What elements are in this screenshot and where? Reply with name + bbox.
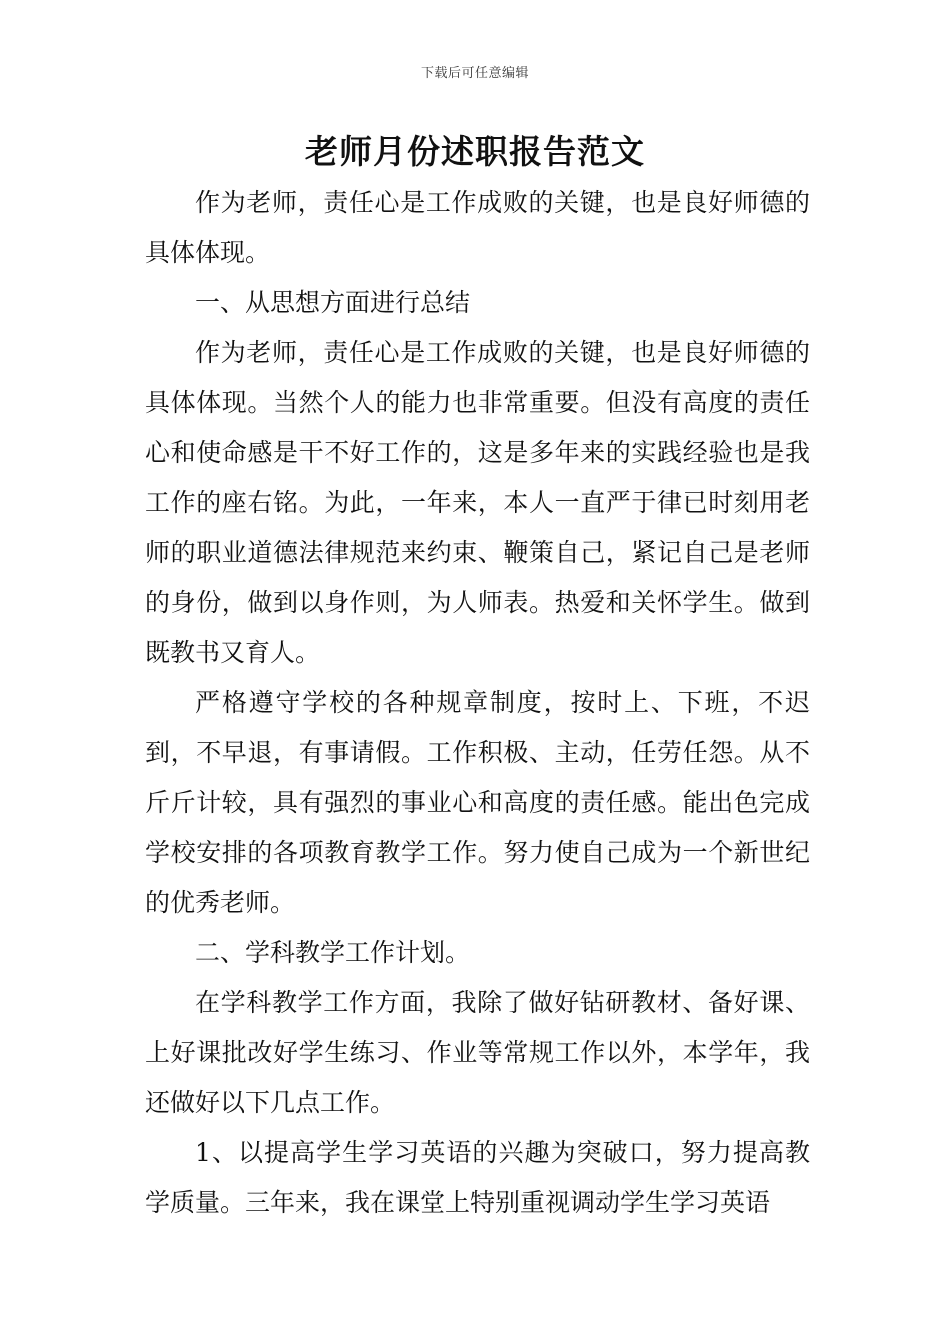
paragraph-teaching: 在学科教学工作方面，我除了做好钻研教材、备好课、上好课批改好学生练习、作业等常规工作以外，本学年，我还做好以下几点工作。 [145, 988, 810, 1117]
paragraph-point-1: 1、以提高学生学习英语的兴趣为突破口，努力提高教学质量。三年来，我在课堂上特别重视调动学生学习英语 [145, 1138, 810, 1217]
section-heading-2: 二、学科教学工作计划。 [195, 938, 471, 967]
download-note: 下载后可任意编辑 [420, 66, 529, 81]
paragraph-responsibility: 作为老师，责任心是工作成败的关键，也是良好师德的具体体现。当然个人的能力也非常重要。但没有高度的责任心和使命感是干不好工作的，这是多年来的实践经验也是我工作的座右铭。为此，一年来，本人一直严于律已时刻用老师的职业道德法律规范来约束、鞭策自己，紧记自己是老师的身份，做到以身作则，为人师表。热爱和关怀学生。做到既教书又育人。 [145, 338, 810, 667]
section-heading-1: 一、从思想方面进行总结 [195, 288, 471, 317]
paragraph-discipline: 严格遵守学校的各种规章制度，按时上、下班，不迟到，不早退，有事请假。工作积极、主动，任劳任怨。从不斤斤计较，具有强烈的事业心和高度的责任感。能出色完成学校安排的各项教育教学工作。努力使自己成为一个新世纪的优秀老师。 [145, 688, 810, 917]
document-body [145, 178, 810, 1228]
document-title: 老师月份述职报告范文 [305, 132, 645, 171]
paragraph-intro: 作为老师，责任心是工作成败的关键，也是良好师德的具体体现。 [145, 188, 810, 267]
